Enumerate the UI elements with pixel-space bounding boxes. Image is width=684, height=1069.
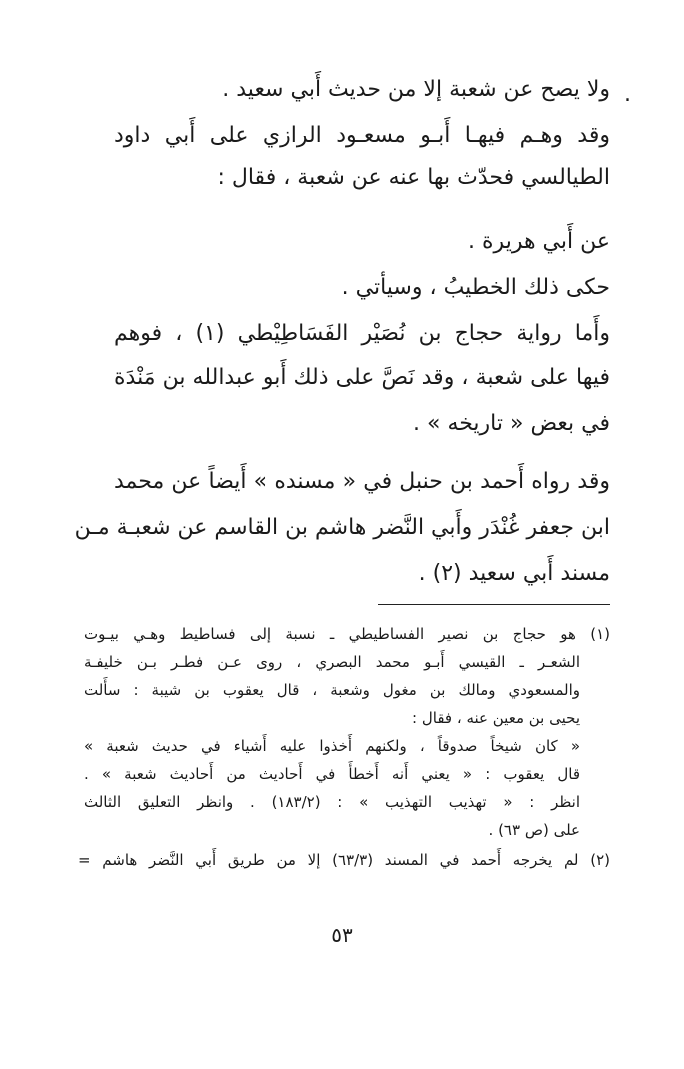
- margin-marker: .: [624, 82, 631, 107]
- footnote-line-1: (١) هو حجاج بن نصير الفساطيطي ـ نسبة إلى فساطيط وهـي بيـوت: [84, 625, 610, 643]
- footnote-line-7: انظر : « تهذيب التهذيب » : (١٨٣/٢) . وانظر التعليق الثالث: [84, 793, 580, 811]
- footnote-line-8: على (ص ٦٣) .: [488, 821, 580, 839]
- page-number: ٥٣: [331, 923, 353, 947]
- footnote-line-4: يحيى بن معين عنه ، فقال :: [412, 709, 580, 727]
- footnote-separator: [378, 604, 610, 605]
- footnote-line-3: والمسعودي ومالك بن مغول وشعبة ، قال يعقوب بن شيبة : سأَلت: [84, 681, 580, 699]
- footnote-line-2: الشعـر ـ القيسي أَبـو محمد البصري ، روى عـن فطـر بـن خليفـة: [84, 653, 580, 671]
- footnote-line-6: قال يعقوب : « يعني أَنه أَخطأَ في أَحاديث من أَحاديث شعبة » .: [84, 765, 580, 783]
- footnote-line-9: (٢) لم يخرجه أَحمد في المسند (٦٣/٣) إلا من طريق أَبي النَّضر هاشم =: [78, 851, 610, 869]
- body-line-5: حكى ذلك الخطيبُ ، وسيأتي .: [341, 275, 610, 300]
- footnote-line-5: « كان شيخاً صدوقاً ، ولكنهم أَخذوا عليه أَشياء في حديث شعبة »: [84, 737, 580, 755]
- body-line-10: ابن جعفر غُنْدَر وأَبي النَّضر هاشم بن القاسم عن شعبـة مـن: [74, 515, 610, 540]
- body-line-2: وقد وهـم فيهـا أَبـو مسعـود الرازي على أَبي داود: [114, 123, 610, 148]
- body-line-7: فيها على شعبة ، وقد نَصَّ على ذلك أَبو عبدالله بن مَنْدَة: [114, 365, 610, 390]
- body-line-6: وأَما رواية حجاج بن نُصَيْر الفَسَاطِيْطي (١) ، فوهم: [114, 321, 611, 346]
- body-line-9: وقد رواه أَحمد بن حنبل في « مسنده » أَيضاً عن محمد: [114, 469, 610, 494]
- body-line-11: مسند أَبي سعيد (٢) .: [418, 561, 610, 586]
- body-line-8: في بعض « تاريخه » .: [413, 411, 610, 436]
- body-line-1: ولا يصح عن شعبة إلا من حديث أَبي سعيد .: [222, 77, 610, 102]
- body-line-4: عن أَبي هريرة .: [468, 229, 610, 254]
- body-line-3: الطيالسي فحدّث بها عنه عن شعبة ، فقال :: [217, 165, 610, 190]
